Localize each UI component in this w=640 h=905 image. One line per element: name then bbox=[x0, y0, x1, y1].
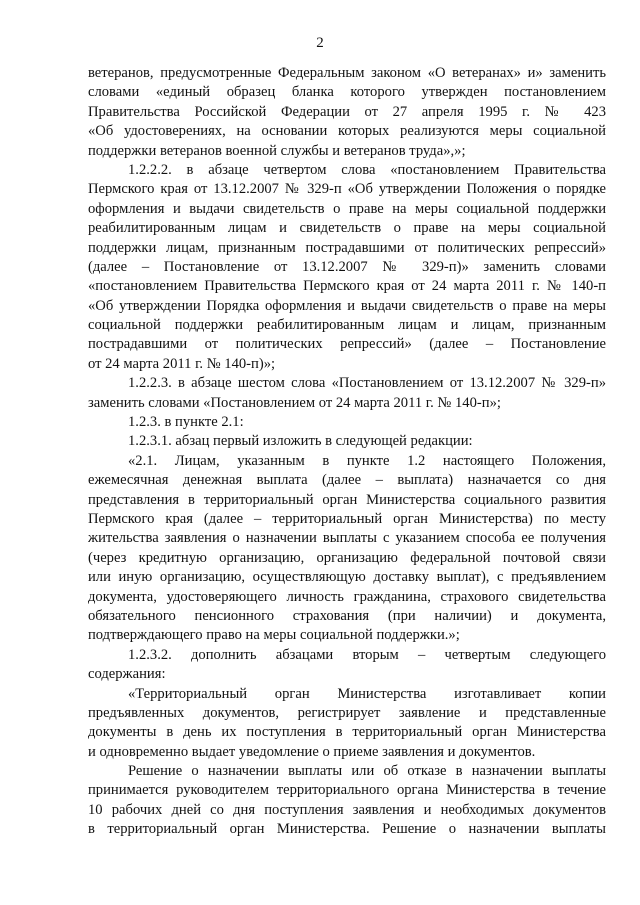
text-line: словами «единый образец бланка которого утвержден постановлением bbox=[88, 84, 606, 101]
text-line: обязательного пенсионного страхования (при наличии) и документа, bbox=[88, 607, 606, 624]
text-line: (далее – Постановление от 13.12.2007 № 329-п)» заменить словами bbox=[88, 258, 606, 275]
text-line: или иную организацию, осуществляющую доставку выплат), с предъявлением bbox=[88, 569, 606, 586]
text-line: Пермского края (далее – территориальный орган Министерства) по месту bbox=[88, 510, 606, 527]
text-line: ветеранов, предусмотренные Федеральным законом «О ветеранах» и» заменить bbox=[88, 65, 606, 81]
text-line: 1.2.3. в пункте 2.1: bbox=[128, 414, 244, 431]
text-line: социальной поддержки реабилитированным лицам и лицам, признанным bbox=[88, 317, 606, 334]
text-line: «Об утверждении Порядка оформления и выдачи свидетельств о праве на меры bbox=[88, 297, 606, 314]
text-line: заменить словами «Постановлением от 24 марта 2011 г. № 140-п»; bbox=[88, 394, 501, 411]
text-line: 1.2.2.2. в абзаце четвертом слова «постановлением Правительства bbox=[128, 161, 606, 178]
document-body bbox=[88, 64, 606, 840]
text-line: от 24 марта 2011 г. № 140-п)»; bbox=[88, 355, 276, 372]
text-line: и одновременно выдает уведомление о приеме заявления и документов. bbox=[88, 743, 536, 760]
text-line: принимается руководителем территориального органа Министерства в течение bbox=[88, 782, 606, 799]
text-line: содержания: bbox=[88, 666, 166, 683]
text-line: поддержки лицам, признанным пострадавшими от политических репрессий» bbox=[88, 239, 606, 256]
page-number: 2 bbox=[316, 35, 324, 51]
text-line: предъявленных документов, регистрирует заявление и представленные bbox=[88, 704, 606, 721]
text-line: ежемесячная денежная выплата (далее – выплата) назначается со дня bbox=[88, 472, 606, 489]
text-line: представления в территориальный орган Министерства социального развития bbox=[88, 491, 606, 508]
text-line: «постановлением Правительства Пермского края от 24 марта 2011 г. № 140-п bbox=[88, 278, 606, 295]
text-line: Пермского края от 13.12.2007 № 329-п «Об утверждении Положения о порядке bbox=[88, 181, 606, 198]
text-line: жительства заявления о назначении выплаты с указанием способа ее получения bbox=[88, 530, 606, 547]
text-line: «Территориальный орган Министерства изготавливает копии bbox=[128, 685, 606, 702]
text-line: 1.2.2.3. в абзаце шестом слова «Постановлением от 13.12.2007 № 329-п» bbox=[128, 375, 606, 392]
text-line: пострадавшими от политических репрессий» (далее – Постановление bbox=[88, 336, 606, 353]
text-line: документа, удостоверяющего личность гражданина, страхового свидетельства bbox=[88, 588, 606, 605]
text-line: «2.1. Лицам, указанным в пункте 1.2 настоящего Положения, bbox=[128, 452, 606, 469]
text-line: реабилитированным лицам и свидетельств о праве на меры социальной bbox=[88, 220, 606, 237]
text-line: Решение о назначении выплаты или об отказе в назначении выплаты bbox=[128, 763, 606, 780]
text-line: 1.2.3.2. дополнить абзацами вторым – четвертым следующего bbox=[128, 646, 606, 663]
text-line: в территориальный орган Министерства. Решение о назначении выплаты bbox=[88, 821, 606, 838]
text-line: Правительства Российской Федерации от 27 апреля 1995 г. № 423 bbox=[88, 103, 606, 120]
text-line: поддержки ветеранов военной службы и ветеранов труда»,»; bbox=[88, 142, 466, 159]
text-line: «Об удостоверениях, на основании которых реализуются меры социальной bbox=[88, 123, 606, 140]
text-line: документы в день их поступления в территориальный орган Министерства bbox=[88, 724, 606, 741]
text-line: (через кредитную организацию, организацию федеральной почтовой связи bbox=[88, 549, 606, 566]
text-line: 1.2.3.1. абзац первый изложить в следующей редакции: bbox=[128, 433, 473, 450]
text-line: 10 рабочих дней со дня поступления заявления и необходимых документов bbox=[88, 801, 606, 818]
text-line: подтверждающего право на меры социальной поддержки.»; bbox=[88, 627, 460, 644]
text-line: оформления и выдачи свидетельств о праве на меры социальной поддержки bbox=[88, 200, 606, 217]
